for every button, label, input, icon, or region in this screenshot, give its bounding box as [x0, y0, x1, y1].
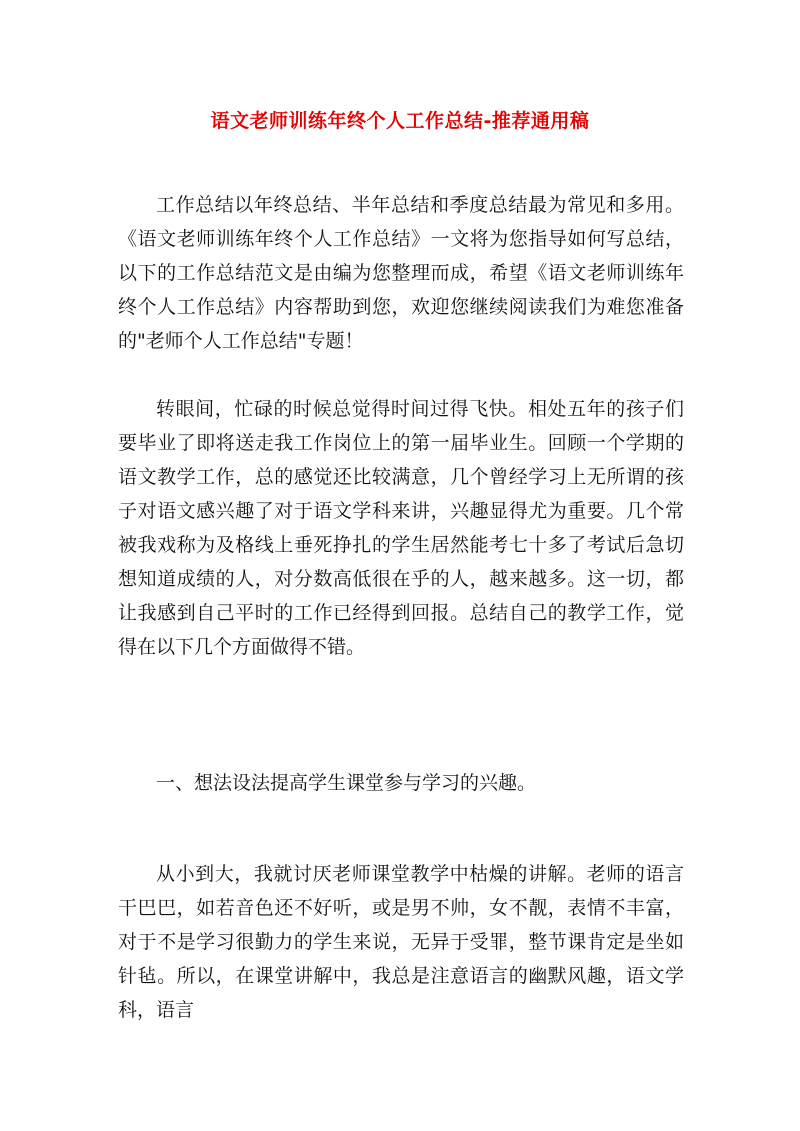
- intro-paragraph: 工作总结以年终总结、半年总结和季度总结最为常见和多用。《语文老师训练年终个人工作总结》一文将为您指导如何写总结，以下的工作总结范文是由编为您整理而成，希望《语文老师训练年终个人工作总结》内容帮助到您，欢迎您继续阅读我们为难您准备的"老师个人工作总结"专题！: [118, 194, 684, 352]
- section-heading: 一、想法设法提高学生课堂参与学习的兴趣。: [156, 772, 537, 794]
- body-paragraph: 转眼间，忙碌的时候总觉得时间过得飞快。相处五年的孩子们要毕业了即将送走我工作岗位上的第一届毕业生。回顾一个学期的语文教学工作，总的感觉还比较满意，几个曾经学习上无所谓的孩子对语文感兴趣了对于语文学科来讲，兴趣显得尤为重要。几个常被我戏称为及格线上垂死挣扎的学生居然能考七十多了考试后急切想知道成绩的人，对分数高低很在乎的人，越来越多。这一切，都让我感到自己平时的工作已经得到回报。总结自己的教学工作，觉得在以下几个方面做得不错。: [118, 398, 684, 658]
- section-paragraph: 从小到大，我就讨厌老师课堂教学中枯燥的讲解。老师的语言干巴巴，如若音色还不好听，或是男不帅，女不靓，表情不丰富，对于不是学习很勤力的学生来说，无异于受罪，整节课肯定是坐如针毡。所以，在课堂讲解中，我总是注意语言的幽默风趣，语文学科，语言: [118, 863, 684, 1021]
- document-title: 语文老师训练年终个人工作总结-推荐通用稿: [210, 110, 590, 132]
